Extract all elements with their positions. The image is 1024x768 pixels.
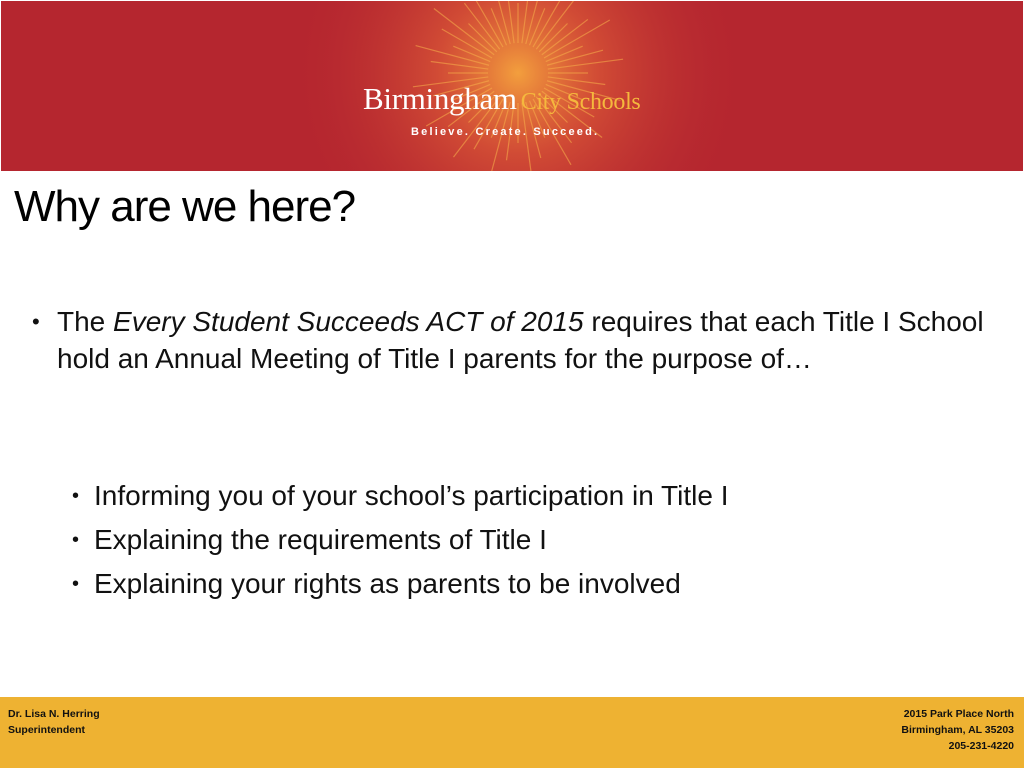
main-bullet: [30, 303, 1000, 377]
school-logo: [363, 81, 683, 145]
address-phone: 205-231-4220: [948, 740, 1014, 752]
sub-bullet-item: [72, 562, 992, 606]
address-city: Birmingham, AL 35203: [901, 724, 1014, 736]
bullet-dot-icon: •: [32, 309, 40, 334]
bullet-emphasis: Every Student Succeeds ACT of 2015: [113, 306, 584, 337]
logo-name: Birmingham: [363, 81, 517, 116]
superintendent-title: Superintendent: [8, 724, 86, 736]
bullet-item: [30, 303, 1000, 377]
logo-wordmark: [363, 81, 640, 117]
bullet-rest: requires that each Title I School hold an Annual Meeting of Title I parents for the purpose of…: [57, 306, 984, 374]
address-street: 2015 Park Place North: [903, 708, 1014, 720]
header-banner: [1, 1, 1023, 171]
bullet-text: [57, 303, 1000, 377]
footer-address: [901, 706, 1014, 754]
sub-bullet-text: Explaining the requirements of Title I: [94, 524, 547, 555]
sub-bullet-item: [72, 518, 992, 562]
footer-bar: [0, 697, 1024, 768]
bullet-lead: The: [57, 306, 114, 337]
sub-bullet-list: [72, 474, 992, 606]
bullet-dot-icon: •: [72, 529, 80, 551]
bullet-dot-icon: •: [72, 573, 80, 595]
slide-title: Why are we here?: [14, 182, 356, 231]
sub-bullet-item: [72, 474, 992, 518]
superintendent-name: Dr. Lisa N. Herring: [8, 708, 100, 720]
sub-bullet-text: Informing you of your school’s participation in Title I: [94, 480, 729, 511]
logo-accent: City Schools: [520, 89, 641, 115]
sub-bullet-text: Explaining your rights as parents to be involved: [94, 568, 681, 599]
footer-contact-name: [8, 706, 100, 738]
logo-tagline: Believe. Create. Succeed.: [411, 126, 600, 138]
bullet-dot-icon: •: [72, 485, 80, 507]
